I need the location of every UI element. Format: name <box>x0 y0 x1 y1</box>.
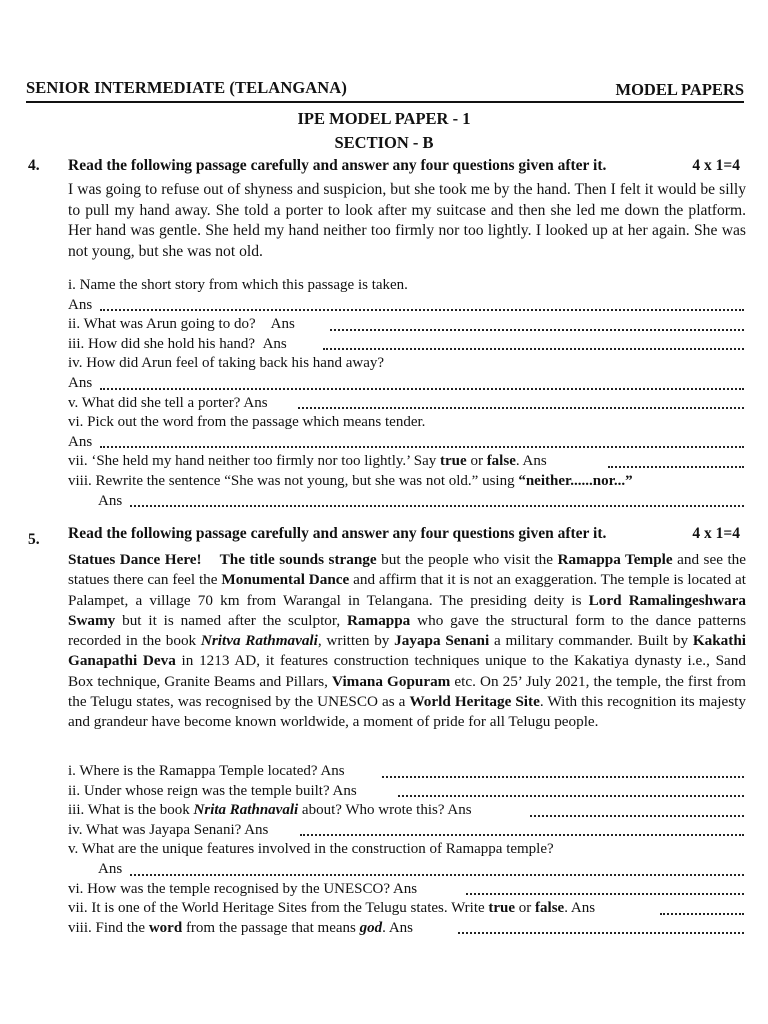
q4-item-vii: vii. ‘She held my hand neither too firmly nor too lightly.’ Say true or false. Ans <box>68 452 744 472</box>
header-title: SENIOR INTERMEDIATE (TELANGANA) <box>26 78 347 97</box>
answer-line <box>100 309 744 311</box>
q5-item-vi: vi. How was the temple recognised by the UNESCO? Ans <box>68 880 744 900</box>
q4-item-vi-answer: Ans <box>68 433 744 453</box>
q4-item-vi: vi. Pick out the word from the passage which means tender. <box>68 414 426 431</box>
q4-item-i-answer: Ans <box>68 296 744 316</box>
question-5-instruction-text: Read the following passage carefully and answer any four questions given after it. <box>68 525 607 542</box>
q4-item-viii-answer: Ans <box>68 492 744 512</box>
answer-line <box>130 505 744 507</box>
q5-item-iii: iii. What is the book Nrita Rathnavali about? Who wrote this? Ans <box>68 801 744 821</box>
question-4-list <box>68 276 744 511</box>
page-header <box>26 78 744 100</box>
answer-line <box>100 446 744 448</box>
question-4-instruction-text: Read the following passage carefully and answer any four questions given after it. <box>68 157 607 174</box>
question-5-passage: Statues Dance Here! The title sounds strange but the people who visit the Ramappa Temple and see the statues there can feel the Monumental Dance and affirm that it is not an exaggeration. The temple is located at Palampet, a village 70 km from Warangal in Telangana. The presiding deity is Lord Ramalingeshwara Swamy but it is named after the sculptor, Ramappa who gave the structural form to the dance patterns recorded in the book Nritva Rathmavali, written by Jayapa Senani a military commander. Built by Kakathi Ganapathi Deva in 1213 AD, it features construction techniques unique to the Kakatiya dynasty i.e., Sand Box technique, Granite Beams and Pillars, Vimana Gopuram etc. On 25’ July 2021, the temple, the first from the Telugu states, was recognised by the UNESCO as a World Heritage Site. With this recognition its majesty and grandeur have become known worldwide, a moment of pride for all Telugu people. <box>68 551 747 731</box>
answer-line <box>530 815 744 817</box>
answer-line <box>130 874 744 876</box>
q4-item-iii: iii. How did she hold his hand? Ans <box>68 335 744 355</box>
question-4-passage: I was going to refuse out of shyness and suspicion, but she took me by the hand. Then I felt it would be silly to pull my hand away. She told a porter to look after my suitcase and then she led me down the platform. Her hand was gentle. She held my hand neither too firmly nor too lightly. I looked up at her again. She was not young, but she was not old. <box>68 181 746 260</box>
answer-line <box>458 932 744 934</box>
question-5-list <box>68 762 744 938</box>
answer-line <box>398 795 744 797</box>
answer-line <box>323 348 744 350</box>
q4-item-ii: ii. What was Arun going to do? Ans <box>68 315 744 335</box>
q5-item-i: i. Where is the Ramappa Temple located? Ans <box>68 762 744 782</box>
section-title: SECTION - B <box>334 133 434 152</box>
answer-line <box>300 834 744 836</box>
q4-item-iv: iv. How did Arun feel of taking back his hand away? <box>68 355 385 372</box>
question-5-number: 5. <box>28 531 40 548</box>
answer-line <box>660 913 744 915</box>
q5-item-viii: viii. Find the word from the passage that means god. Ans <box>68 919 744 939</box>
question-5-instruction <box>68 525 744 543</box>
answer-line <box>608 466 744 468</box>
passage-title: Statues Dance Here! <box>68 551 202 568</box>
q5-item-v: v. What are the unique features involved in the construction of Ramappa temple? <box>68 841 554 858</box>
q4-item-i: i. Name the short story from which this passage is taken. <box>68 277 408 293</box>
paper-title: IPE MODEL PAPER - 1 <box>297 109 471 128</box>
q5-item-v-answer: Ans <box>68 860 744 880</box>
q5-item-vii: vii. It is one of the World Heritage Sites from the Telugu states. Write true or false. Ans <box>68 899 744 919</box>
answer-line <box>298 407 744 409</box>
header-label: MODEL PAPERS <box>615 80 744 99</box>
answer-line <box>382 776 744 778</box>
q5-item-ii: ii. Under whose reign was the temple built? Ans <box>68 782 744 802</box>
q5-item-iv: iv. What was Jayapa Senani? Ans <box>68 821 744 841</box>
question-4-number: 4. <box>28 157 40 174</box>
answer-line <box>330 329 744 331</box>
q4-item-v: v. What did she tell a porter? Ans <box>68 394 744 414</box>
q4-item-iv-answer: Ans <box>68 374 744 394</box>
answer-line <box>100 388 744 390</box>
q4-item-viii: viii. Rewrite the sentence “She was not young, but she was not old.” using “neither......nor...” <box>68 472 633 489</box>
question-4-instruction <box>68 157 744 175</box>
question-4-marks: 4 x 1=4 <box>692 157 740 174</box>
header-rule <box>26 101 744 103</box>
question-5-marks: 4 x 1=4 <box>692 525 740 542</box>
answer-line <box>466 893 744 895</box>
